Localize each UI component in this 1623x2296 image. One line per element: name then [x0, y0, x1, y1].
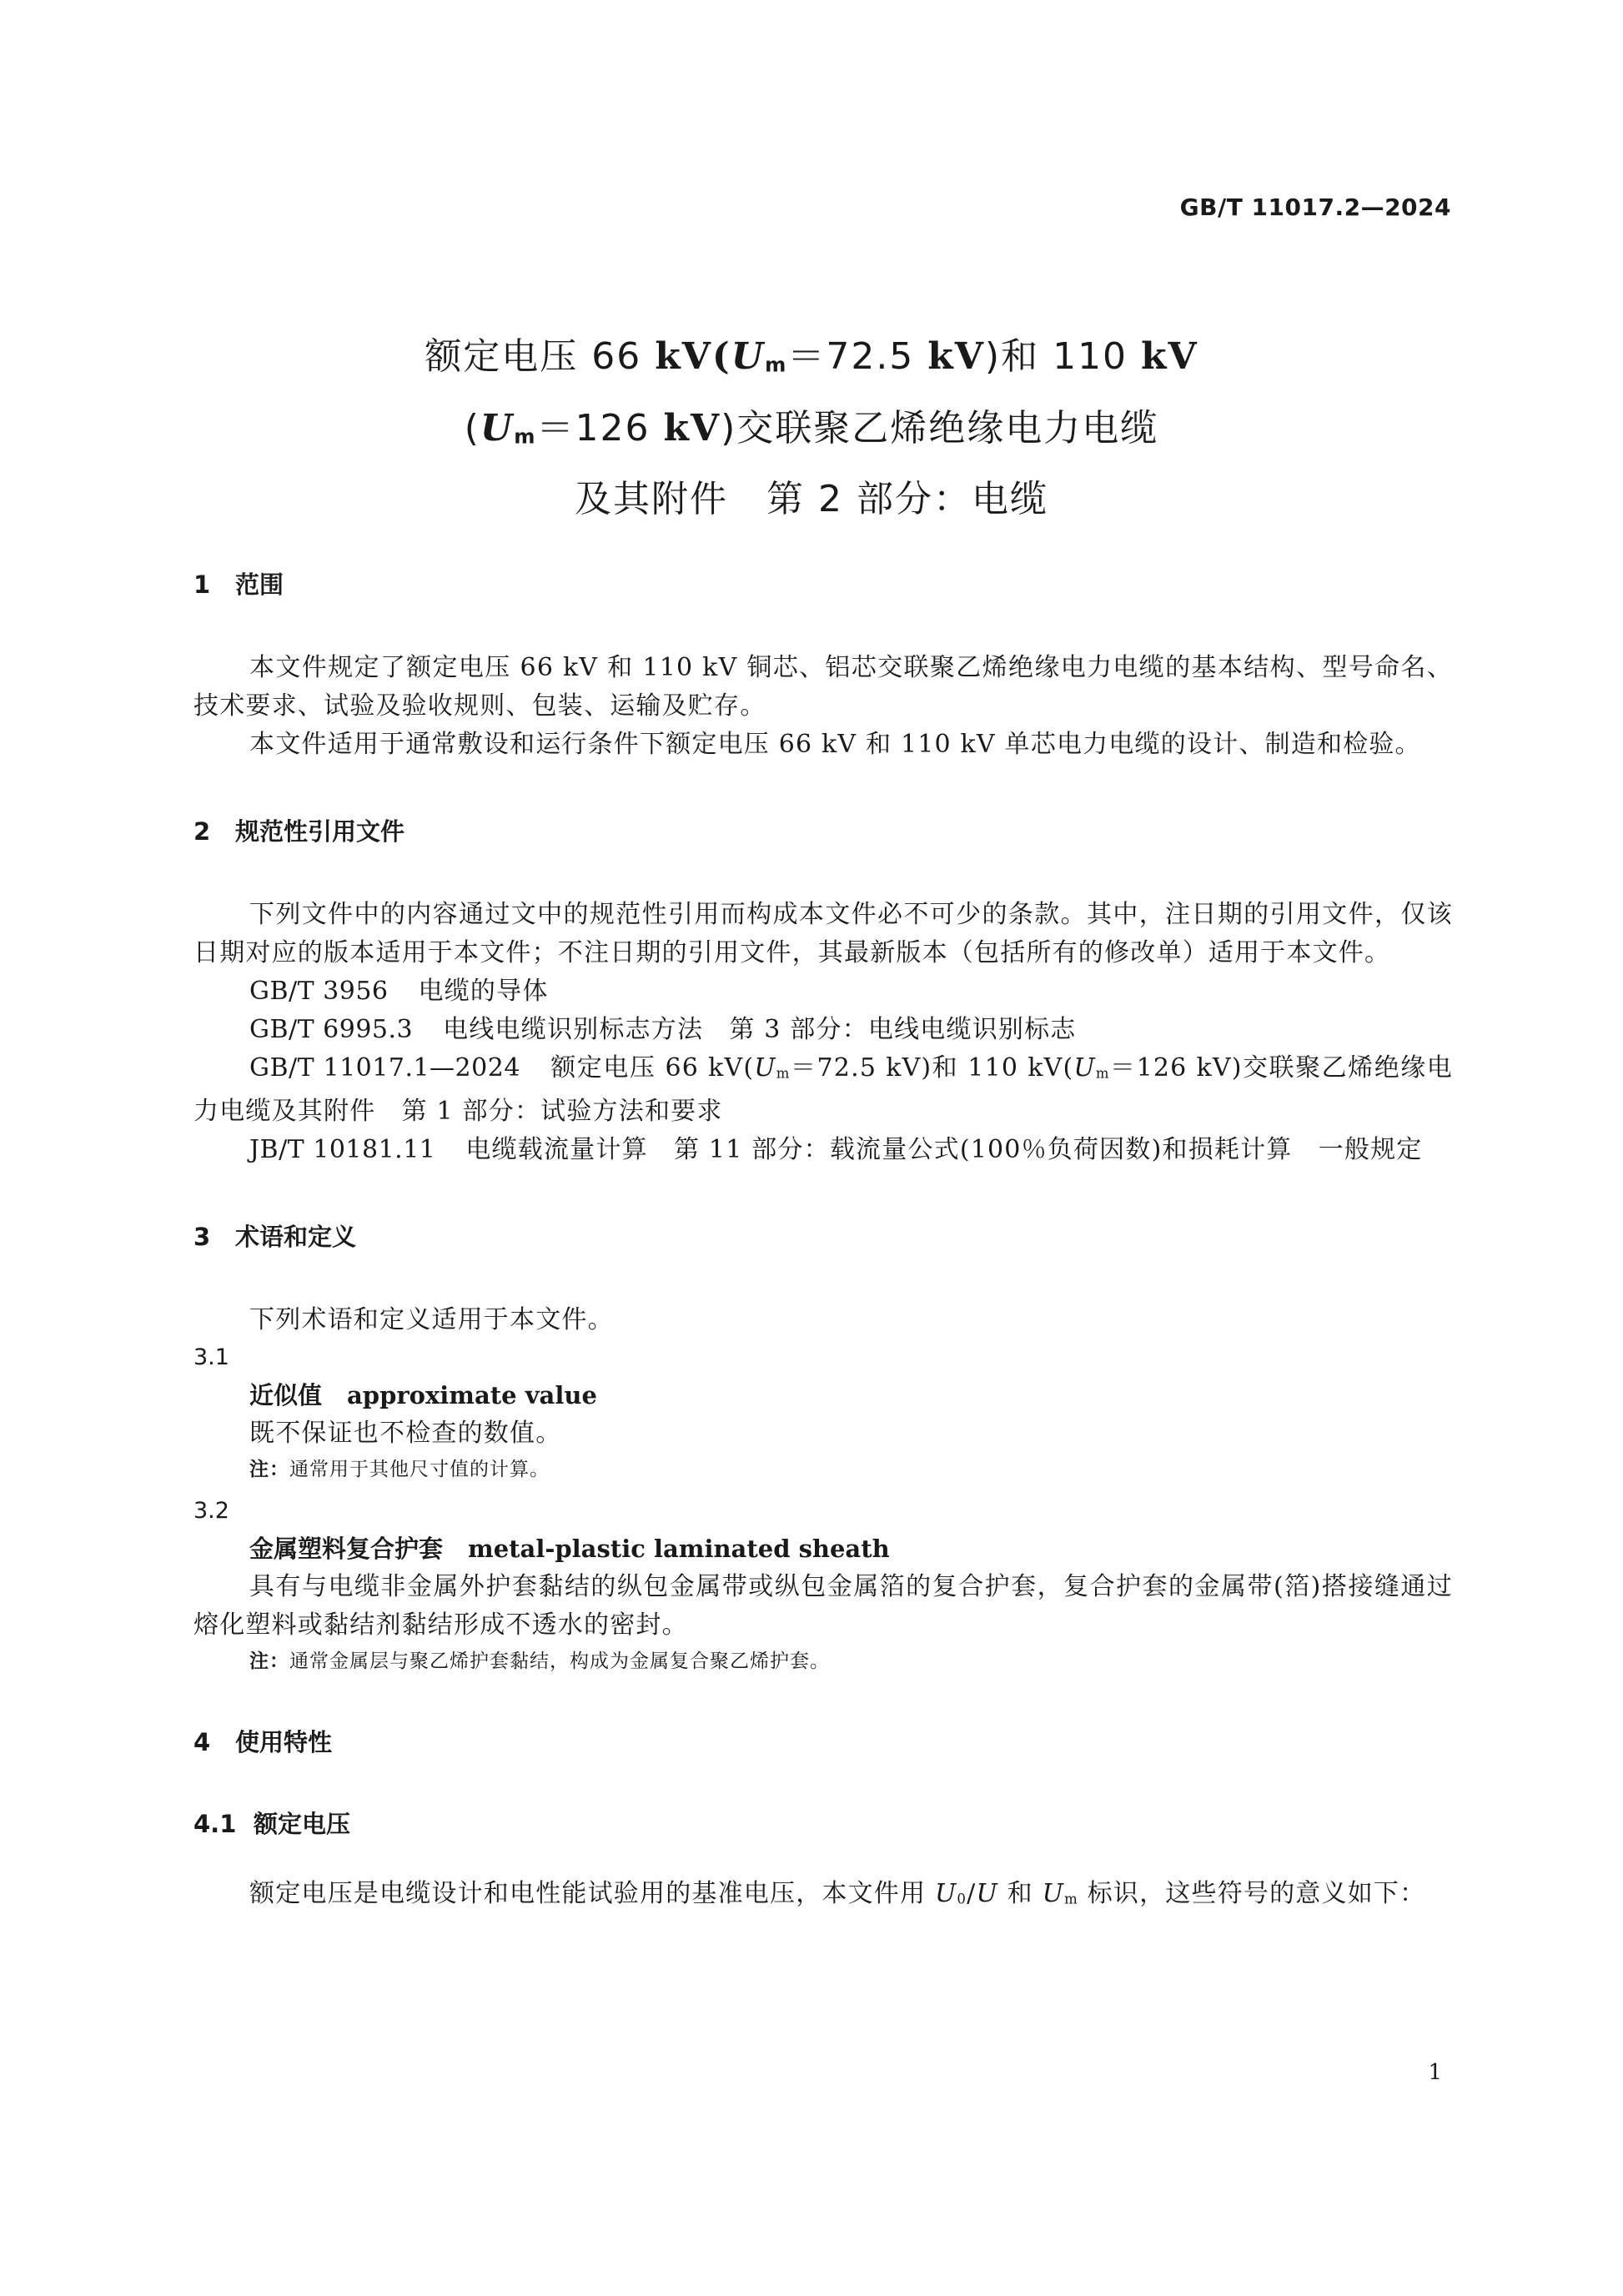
reference-item: GB/T 6995.3 电线电缆识别标志方法 第 3 部分：电线电缆识别标志: [249, 1015, 1077, 1044]
standard-code: GB/T 11017.2—2024: [1179, 193, 1451, 221]
section-heading-service-characteristics: 4 使用特性: [193, 1728, 333, 1757]
term-definition: 具有与电缆非金属外护套黏结的纵包金属带或纵包金属箔的复合护套，复合护套的金属带(箔)搭接缝通过熔化塑料或黏结剂黏结形成不透水的密封。: [193, 1572, 1453, 1640]
title-line-2: ($U_m=126$ kV)交联聚乙烯绝缘电力电缆: [464, 406, 1159, 450]
paragraph: 本文件规定了额定电压 66 kV 和 110 kV 铜芯、铝芯交联聚乙烯绝缘电力电缆的基本结构、型号命名、技术要求、试验及验收规则、包装、运输及贮存。: [193, 653, 1453, 721]
term-name: 金属塑料复合护套 metal-plastic laminated sheath: [249, 1535, 890, 1564]
title-line-3: 及其附件 第 2 部分：电缆: [575, 478, 1048, 521]
term-name: 近似值 approximate value: [249, 1381, 597, 1410]
paragraph: 下列文件中的内容通过文中的规范性引用而构成本文件必不可少的条款。其中，注日期的引用文件，仅该日期对应的版本适用于本文件；不注日期的引用文件，其最新版本（包括所有的修改单）适用于本文件。: [193, 900, 1453, 967]
reference-item: GB/T 3956 电缆的导体: [249, 977, 549, 1006]
document-title: [0, 325, 1623, 531]
paragraph: 额定电压是电缆设计和电性能试验用的基准电压，本文件用 $U_0/U$ 和 $U_m$ 标识，这些符号的意义如下：: [249, 1879, 1426, 1909]
section-heading-terms: 3 术语和定义: [193, 1223, 357, 1252]
title-line-1: 额定电压 66 $kV(U_m=72.5$ kV)和 110 kV: [425, 335, 1198, 378]
term-note: 注：通常金属层与聚乙烯护套黏结，构成为金属复合聚乙烯护套。: [249, 1650, 830, 1673]
paragraph: 下列术语和定义适用于本文件。: [249, 1305, 614, 1335]
term-number: 3.2: [193, 1498, 229, 1525]
section-heading-normative-references: 2 规范性引用文件: [193, 817, 405, 846]
reference-item: GB/T 11017.1—2024 额定电压 66 $kV(U_m=72.5$ kV)和 110 $kV(U_m=126$ kV)交联聚乙烯绝缘电力电缆及其附件 第 1 部分：试验方法和要求: [193, 1053, 1453, 1127]
paragraph: 本文件适用于通常敷设和运行条件下额定电压 66 kV 和 110 kV 单芯电力电缆的设计、制造和检验。: [249, 730, 1421, 759]
term-note: 注：通常用于其他尺寸值的计算。: [249, 1459, 550, 1481]
term-number: 3.1: [193, 1344, 229, 1371]
term-definition: 既不保证也不检查的数值。: [249, 1419, 562, 1449]
subsection-heading-rated-voltage: 4.1 额定电压: [193, 1810, 351, 1839]
reference-item: JB/T 10181.11 电缆载流量计算 第 11 部分：载流量公式(100％负荷因数)和损耗计算 一般规定: [249, 1135, 1423, 1165]
section-heading-scope: 1 范围: [193, 570, 284, 599]
page-number: 1: [1428, 2060, 1442, 2085]
document-body: [193, 567, 1453, 1919]
